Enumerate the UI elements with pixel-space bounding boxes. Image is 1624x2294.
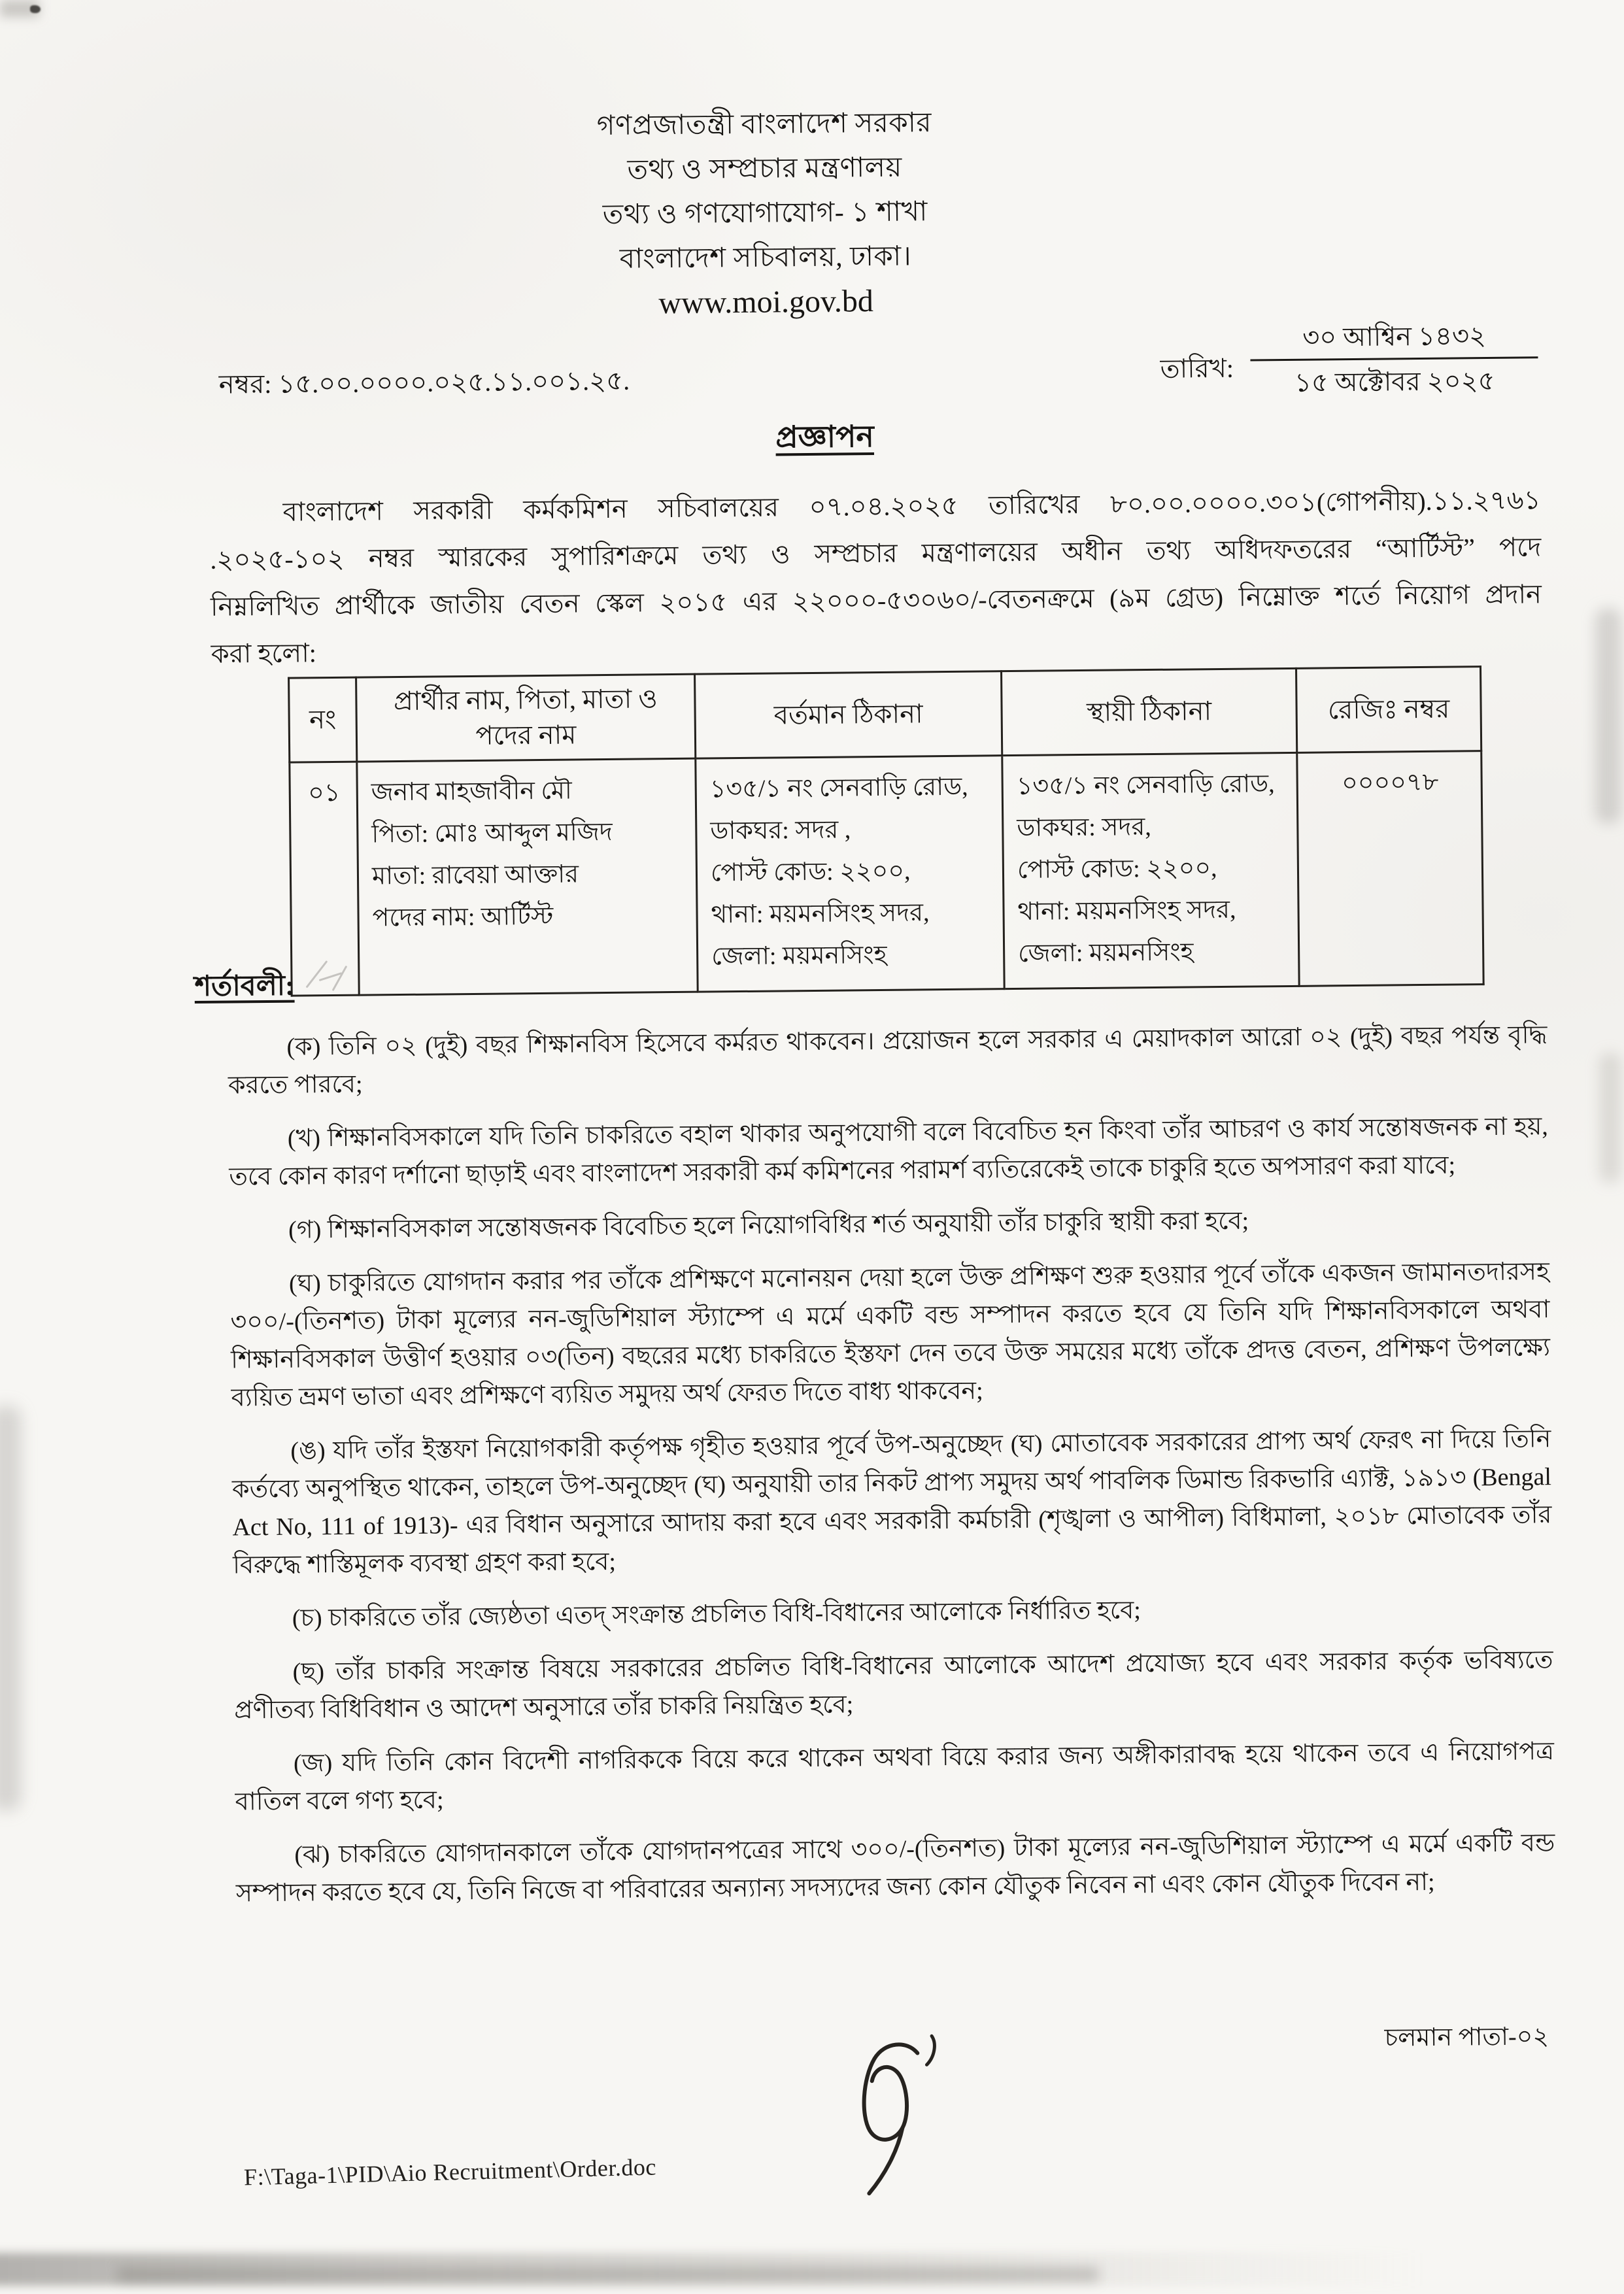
condition-text: তাঁর চাকরি সংক্রান্ত বিষয়ে সরকারের প্রচলিত বিধি-বিধানের আলোকে আদেশ প্রযোজ্য হবে এবং সরকার কর্তৃক ভবিষ্যতে প্রণীতব্য বিধিবিধান ও আদেশ অনুসারে তাঁর চাকরি নিয়ন্ত্রিত হবে; — [234, 1646, 1553, 1725]
date-label: তারিখ: — [1160, 353, 1234, 384]
intro-line: .২০২৫-১০২ নম্বর স্মারকের সুপারিশক্রমে তথ্য ও সম্প্রচার মন্ত্রণালয়ের অধীন তথ্য অধিদফতরের “আর্টিস্ট” পদে — [210, 532, 1542, 575]
date-block — [1160, 318, 1539, 401]
condition-item-ka — [228, 1016, 1548, 1104]
memo-number-label: নম্বর: — [218, 369, 272, 399]
condition-text: শিক্ষানবিসকালে যদি তিনি চাকরিতে বহাল থাকার অনুপযোগী বলে বিবেচিত হন কিংবা তাঁর আচরণ ও কার্য সন্তোষজনক না হয়, তবে কোন কারণ দর্শানো ছাড়াই এবং বাংলাদেশ সরকারী কর্ম কমিশনের পরামর্শ ব্যতিরেকেই তাকে চাকুরি হতে অপসারণ করা যাবে; — [229, 1113, 1548, 1191]
condition-item-jha — [235, 1824, 1555, 1912]
date-bangla: ৩০ আশ্বিন ১৪৩২ — [1250, 318, 1538, 361]
condition-label: (ঝ) — [294, 1841, 330, 1869]
notification-title: প্রজ্ঞাপন — [775, 420, 875, 454]
condition-label: (ক) — [286, 1033, 321, 1061]
scan-artifact-right-smudge2 — [1599, 1053, 1621, 1183]
condition-label: (চ) — [292, 1604, 322, 1632]
signature-scribble — [834, 2031, 972, 2202]
condition-item-ja — [235, 1732, 1555, 1821]
continuation-note: চলমান পাতা-০২ — [1384, 2023, 1549, 2052]
letterhead — [0, 95, 1578, 330]
condition-label: (ছ) — [292, 1658, 325, 1686]
conditions-section — [0, 952, 1624, 1931]
conditions-heading: শর্তাবলী: — [194, 970, 295, 1003]
file-path: F:\Taga-1\PID\Aio Recruitment\Order.doc — [243, 2153, 657, 2191]
condition-item-kha — [229, 1107, 1549, 1196]
condition-item-ga — [229, 1199, 1549, 1249]
cell-present-address: ১৩৫/১ নং সেনবাড়ি রোড, ডাকঘর: সদর , পোস্ট কোড: ২২০০, থানা: ময়মনসিংহ সদর, জেলা: ময়মনসিংহ — [696, 756, 1004, 992]
website-url: www.moi.gov.bd — [658, 284, 874, 321]
scan-artifact-bottom-band2 — [118, 2267, 1098, 2282]
cell-reg-no: ০০০০৭৮ — [1297, 751, 1483, 987]
condition-label: (ঙ) — [290, 1437, 326, 1465]
table-header-row — [289, 667, 1481, 762]
col-header-name: প্রার্থীর নাম, পিতা, মাতা ও পদের নাম — [356, 674, 696, 762]
section-name: তথ্য ও গণযোগাযোগ- ১ শাখা — [602, 197, 928, 231]
memo-number — [218, 360, 630, 408]
condition-item-gha — [230, 1253, 1551, 1417]
scan-artifact-right-smudge — [1595, 608, 1621, 824]
condition-item-uma — [231, 1420, 1552, 1584]
intro-paragraph — [209, 477, 1542, 678]
intro-line: করা হলো: — [211, 638, 317, 669]
condition-text: চাকরিতে যোগদানকালে তাঁকে যোগদানপত্রের সাথে ৩০০/-(তিনশত) টাকা মূল্যের নন-জুডিশিয়াল স্ট্যাম্পে এ মর্মে একটি বন্ড সম্পাদন করতে হবে যে, তিনি নিজে বা পরিবারের অন্যান্য সদস্যদের জন্য কোন যৌতুক নিবেন না এবং কোন যৌতুক দিবেন না; — [235, 1829, 1555, 1908]
condition-text: তিনি ০২ (দুই) বছর শিক্ষানবিস হিসেবে কর্মরত থাকবেন। প্রয়োজন হলে সরকার এ মেয়াদকাল আরো ০২ (দুই) বছর পর্যন্ত বৃদ্ধি করতে পারবে; — [228, 1021, 1548, 1100]
intro-line: বাংলাদেশ সরকারী কর্মকমিশন সচিবালয়ের ০৭.০৪.২০২৫ তারিখের ৮০.০০.০০০০.৩০১(গোপনীয়).১১.২৭৬১ — [282, 485, 1541, 527]
condition-text: যদি তিনি কোন বিদেশী নাগরিককে বিয়ে করে থাকেন অথবা বিয়ে করার জন্য অঙ্গীকারাবদ্ধ হয়ে থাকেন তবে এ নিয়োগপত্র বাতিল বলে গণ্য হবে; — [235, 1738, 1555, 1816]
condition-text: চাকুরিতে যোগদান করার পর তাঁকে প্রশিক্ষণে মনোনয়ন দেয়া হলে উক্ত প্রশিক্ষণ শুরু হওয়ার পূর্বে তাঁকে একজন জামানতদারসহ ৩০০/-(তিনশত) টাকা মূল্যের নন-জুডিশিয়াল স্ট্যাম্পে এ মর্মে একটি বন্ড সম্পাদন করতে হবে যে তিনি যদি শিক্ষানবিসকালে অথবা শিক্ষানবিসকাল উত্তীর্ণ হওয়ার ০৩(তিন) বছরের মধ্যে চাকরিতে ইস্তফা দেন তবে উক্ত সময়ের মধ্যে তাঁকে প্রদত্ত বেতন, প্রশিক্ষণ উপলক্ষ্যে ব্যয়িত ভ্রমণ ভাতা এবং প্রশিক্ষণে ব্যয়িত সমুদয় অর্থ ফেরত দিতে বাধ্য থাকবেন; — [230, 1258, 1551, 1412]
condition-label: (জ) — [293, 1749, 333, 1778]
col-header-permanent-address: স্থায়ী ঠিকানা — [1002, 668, 1297, 755]
col-header-sl: নং — [289, 677, 357, 762]
col-header-present-address: বর্তমান ঠিকানা — [695, 671, 1002, 758]
condition-label: (ঘ) — [288, 1270, 321, 1298]
condition-text: চাকরিতে তাঁর জ্যেষ্ঠতা এতদ্‌ সংক্রান্ত প্রচলিত বিধি-বিধানের আলোকে নির্ধারিত হবে; — [328, 1596, 1141, 1632]
cell-name: জনাব মাহজাবীন মৌ পিতা: মোঃ আব্দুল মজিদ মাতা: রাবেয়া আক্তার পদের নাম: আর্টিস্ট — [357, 758, 698, 995]
memo-number-value: ১৫.০০.০০০০.০২৫.১১.০০১.২৫. — [278, 365, 630, 399]
condition-item-cha — [233, 1641, 1553, 1729]
date-fraction — [1250, 318, 1538, 400]
ministry-name: তথ্য ও সম্প্রচার মন্ত্রণালয় — [627, 152, 902, 186]
condition-item-ca — [233, 1587, 1553, 1638]
condition-text: শিক্ষানবিসকাল সন্তোষজনক বিবেচিত হলে নিয়োগবিধির শর্ত অনুযায়ী তাঁর চাকুরি স্থায়ী করা হবে; — [327, 1207, 1249, 1244]
cell-sl: ০১ — [290, 762, 359, 996]
date-gregorian: ১৫ অক্টোবর ২০২৫ — [1294, 365, 1495, 397]
condition-label: (গ) — [288, 1216, 322, 1244]
candidate-table — [288, 666, 1485, 997]
col-header-reg-no: রেজিঃ নম্বর — [1296, 667, 1481, 753]
condition-text: যদি তাঁর ইস্তফা নিয়োগকারী কর্তৃপক্ষ গৃহীত হওয়ার পূর্বে উপ-অনুচ্ছেদ (ঘ) মোতাবেক সরকারের প্রাপ্য অর্থ ফেরৎ না দিয়ে তিনি কর্তব্যে অনুপস্থিত থাকেন, তাহলে উপ-অনুচ্ছেদ (ঘ) অনুযায়ী তার নিকট প্রাপ্য সমুদয় অর্থ পাবলিক ডিমান্ড রিকভারি এ্যাক্ট, ১৯১৩ (Bengal Act No, 111 of 1913)- এর বিধান অনুসারে আদায় করা হবে এবং সরকারী কর্মচারী (শৃঙ্খলা ও আপীল) বিধিমালা, ২০১৮ মোতাবেক তাঁর বিরুদ্ধে শাস্তিমূলক ব্যবস্থা গ্রহণ করা হবে; — [231, 1425, 1552, 1579]
government-name: গণপ্রজাতন্ত্রী বাংলাদেশ সরকার — [596, 108, 932, 142]
scan-artifact-corner-spec — [30, 5, 41, 13]
scan-artifact-left-smudge — [0, 1406, 21, 1811]
stray-pen-mark — [300, 954, 360, 1000]
intro-line: নিম্নলিখিত প্রার্থীকে জাতীয় বেতন স্কেল ২০১৫ এর ২২০০০-৫৩০৬০/-বেতনক্রমে (৯ম গ্রেড) নিম্নোক্ত শর্তে নিয়োগ প্রদান — [210, 579, 1542, 622]
condition-label: (খ) — [287, 1124, 321, 1153]
secretariat-address: বাংলাদেশ সচিবালয়, ঢাকা। — [619, 241, 912, 275]
cell-permanent-address: ১৩৫/১ নং সেনবাড়ি রোড, ডাকঘর: সদর, পোস্ট কোড: ২২০০, থানা: ময়মনসিংহ সদর, জেলা: ময়মনসিংহ — [1002, 752, 1299, 988]
